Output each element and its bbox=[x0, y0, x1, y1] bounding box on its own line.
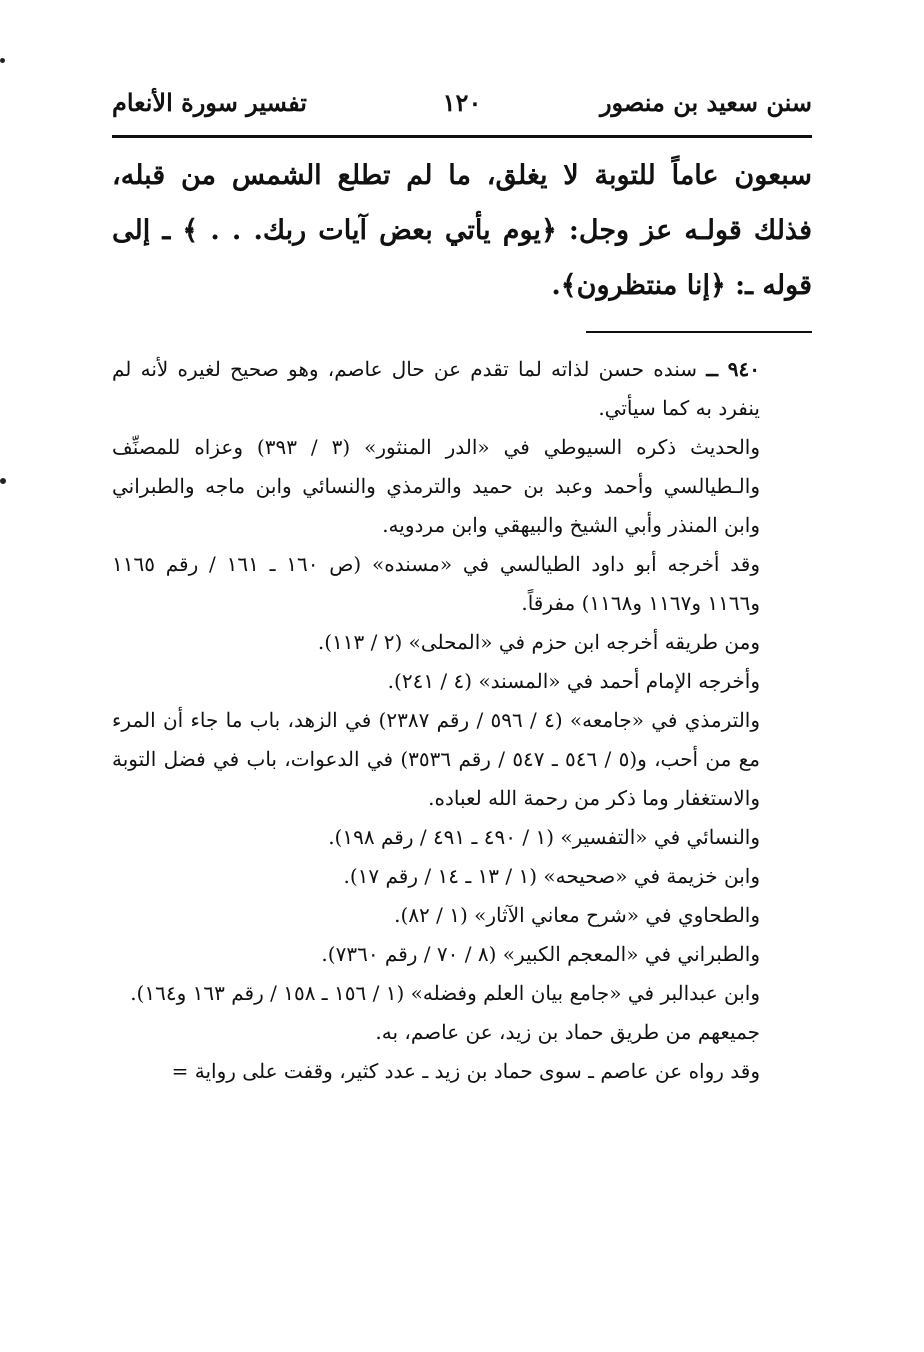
header-rule bbox=[112, 135, 812, 138]
main-paragraph: سبعون عاماً للتوبة لا يغلق، ما لم تطلع الشمس من قبله، فذلك قولـه عز وجل: ﴿يوم يأتي بعض آيات ربك. . . ﴾ ـ إلى قوله ـ: ﴿إنا منتظرون﴾. bbox=[112, 160, 812, 301]
footnote-paragraph: وأخرجه الإمام أحمد في «المسند» (٤ / ٢٤١). bbox=[387, 669, 760, 693]
page-header bbox=[112, 84, 812, 128]
footnote-paragraph bbox=[112, 350, 812, 428]
footnote-paragraph: وابن عبدالبر في «جامع بيان العلم وفضله» (١ / ١٥٦ ـ ١٥٨ / رقم ١٦٣ و١٦٤). bbox=[130, 981, 760, 1005]
footnote-paragraph: جميعهم من طريق حماد بن زيد، عن عاصم، به. bbox=[375, 1020, 760, 1044]
footnote-separator bbox=[586, 331, 812, 333]
footnote-paragraph: والطحاوي في «شرح معاني الآثار» (١ / ٨٢). bbox=[394, 903, 760, 927]
footnote-number: ٩٤٠ ــ bbox=[706, 357, 760, 381]
scan-dot bbox=[0, 58, 5, 63]
footnote-paragraph: ومن طريقه أخرجه ابن حزم في «المحلى» (٢ / ١١٣). bbox=[317, 630, 760, 654]
footnote-paragraph: وابن خزيمة في «صحيحه» (١ / ١٣ ـ ١٤ / رقم ١٧). bbox=[343, 864, 760, 888]
footnote-paragraph: والترمذي في «جامعه» (٤ / ٥٩٦ / رقم ٢٣٨٧) في الزهد، باب ما جاء أن المرء مع من أحب، و(٥ / ٥٤٦ ـ ٥٤٧ / رقم ٣٥٣٦) في الدعوات، باب في فضل التوبة والاستغفار وما ذكر من رحمة الله لعباده. bbox=[112, 708, 761, 810]
chapter-title: تفسير سورة الأنعام bbox=[112, 88, 307, 117]
footnotes bbox=[112, 350, 812, 1091]
page-number: ١٢٠ bbox=[442, 88, 482, 117]
footnote-paragraph: وقد أخرجه أبو داود الطيالسي في «مسنده» (ص ١٦٠ ـ ١٦١ / رقم ١١٦٥ و١١٦٦ و١١٦٧ و١١٦٨) مفرقاً. bbox=[112, 552, 760, 615]
footnote-paragraph: والنسائي في «التفسير» (١ / ٤٩٠ ـ ٤٩١ / رقم ١٩٨). bbox=[328, 825, 760, 849]
scan-dot bbox=[0, 478, 6, 484]
footnote-paragraph: وقد رواه عن عاصم ـ سوى حماد بن زيد ـ عدد كثير، وقفت على رواية = bbox=[171, 1059, 760, 1083]
book-title: سنن سعيد بن منصور bbox=[599, 88, 812, 117]
footnote-paragraph: والحديث ذكره السيوطي في «الدر المنثور» (٣ / ٣٩٣) وعزاه للمصنِّف والـطيالسي وأحمد وعبد بن حميد والترمذي والنسائي وابن ماجه والطبراني وابن المنذر وأبي الشيخ والبيهقي وابن مردويه. bbox=[112, 435, 760, 537]
footnote-text: سنده حسن لذاته لما تقدم عن حال عاصم، وهو صحيح لغيره لأنه لم ينفرد به كما سيأتي. bbox=[112, 357, 760, 420]
footnote-paragraph: والطبراني في «المعجم الكبير» (٨ / ٧٠ / رقم ٧٣٦٠). bbox=[321, 942, 760, 966]
main-text bbox=[112, 148, 812, 313]
